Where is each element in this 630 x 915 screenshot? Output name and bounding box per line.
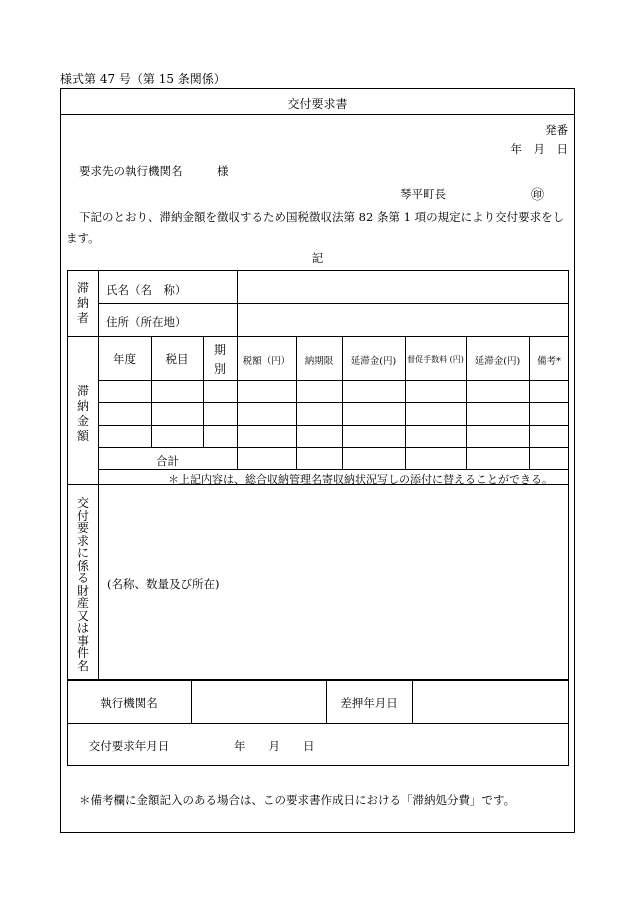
header-late-fee-2: 延滞金(円) — [474, 356, 521, 367]
property-label: 交付要求に係る財産又は事件名 — [76, 496, 89, 673]
amount-note: ＊上記内容は、総合収納管理名寄収納状況写しの添付に替えることができる。 — [168, 473, 553, 486]
form-title: 交付要求書 — [287, 97, 348, 111]
property-content[interactable]: (名称、数量及び所在) — [107, 577, 220, 591]
seizure-date-label: 差押年月日 — [340, 696, 398, 710]
name-label: 氏名（名 称） — [106, 283, 187, 297]
header-remarks: 備考* — [537, 356, 561, 367]
ki-heading: 記 — [311, 251, 324, 265]
header-late-fee: 延滞金(円) — [350, 356, 397, 367]
header-period: 期別 — [213, 343, 226, 376]
issue-date: 年 月 日 — [510, 142, 568, 156]
sender-name: 琴平町長 — [400, 187, 446, 201]
name-value[interactable] — [238, 271, 568, 302]
header-due-date: 納期限 — [304, 356, 334, 367]
body-text-line2: ます。 — [66, 231, 100, 245]
request-date-value[interactable]: 年 月 日 — [234, 739, 315, 753]
issue-number: 発番 — [545, 123, 568, 137]
agency-name-value[interactable] — [192, 681, 325, 722]
taxpayer-label: 滞納者 — [76, 281, 89, 325]
amount-label: 滞納金額 — [76, 384, 89, 443]
footnote: ＊備考欄に金額記入のある場合は、この要求書作成日における「滞納処分費」です。 — [79, 793, 516, 807]
form-id: 様式第 47 号（第 15 条関係） — [60, 72, 226, 86]
title-divider — [60, 114, 575, 115]
address-value[interactable] — [238, 304, 568, 335]
header-year: 年度 — [113, 352, 136, 366]
header-tax-item: 税目 — [165, 352, 189, 366]
header-tax-amount: 税額（円） — [242, 356, 291, 367]
seal-mark: ㊞ — [531, 188, 545, 203]
request-date-label: 交付要求年月日 — [88, 739, 170, 753]
seizure-date-value[interactable] — [413, 681, 568, 722]
header-reminder-fee: 督促手数料 (円) — [407, 355, 464, 364]
recipient-line: 要求先の執行機関名 様 — [79, 164, 229, 178]
agency-name-label: 執行機関名 — [100, 696, 158, 710]
total-label: 合計 — [156, 454, 179, 468]
address-label: 住所（所在地） — [106, 315, 187, 329]
body-text-line1: 下記のとおり、滞納金額を徴収するため国税徴収法第 82 条第 1 項の規定により交付要求をし — [79, 210, 565, 224]
